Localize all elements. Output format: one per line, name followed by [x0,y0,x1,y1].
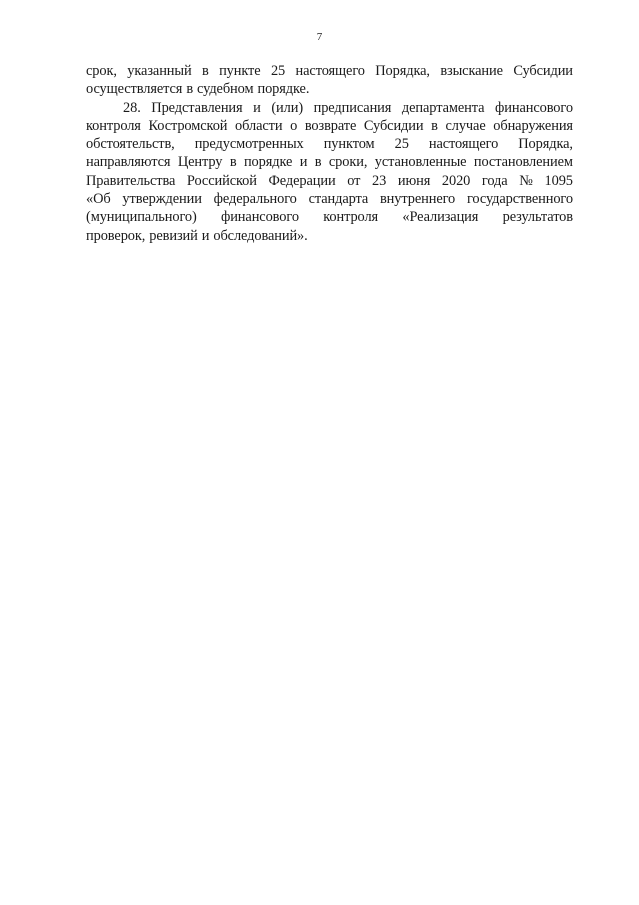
text-line: осуществляется в судебном порядке. [86,81,310,98]
document-body [86,62,573,245]
page-number: 7 [316,31,323,43]
text-line: (муниципального) финансового контроля «Реализация результатов [86,209,573,226]
text-line: контроля Костромской области о возврате Субсидии в случае обнаружения [86,117,573,134]
text-line: направляются Центру в порядке и в сроки, установленные постановлением [86,154,573,171]
text-line: 28. Представления и (или) предписания департамента финансового [123,99,573,116]
text-line: срок, указанный в пункте 25 настоящего Порядка, взыскание Субсидии [86,63,573,79]
text-line: проверок, ревизий и обследований». [86,227,308,244]
text-line: Правительства Российской Федерации от 23 июня 2020 года № 1095 [86,172,573,189]
paragraph-28 [86,99,573,245]
text-line: «Об утверждении федерального стандарта внутреннего государственного [86,191,573,208]
text-line: обстоятельств, предусмотренных пунктом 25 настоящего Порядка, [86,136,573,153]
paragraph-continuation [86,62,573,99]
